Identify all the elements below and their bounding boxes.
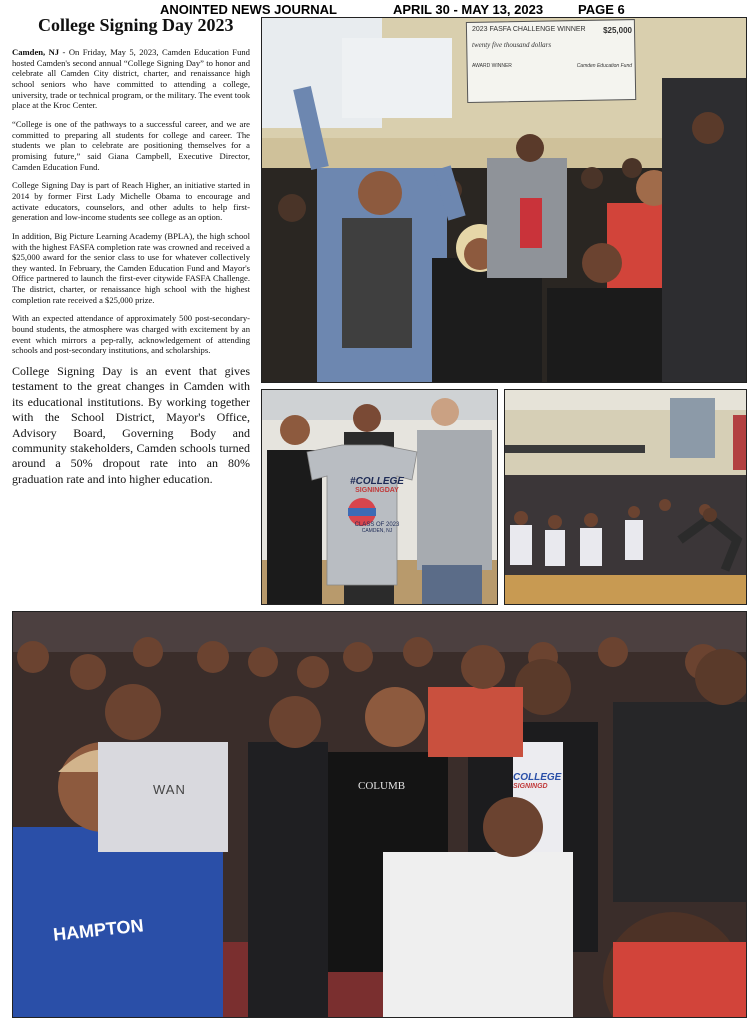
publication-name: ANOINTED NEWS JOURNAL [160,2,337,17]
article-closing-paragraph: College Signing Day is an event that gives testament to the great changes in Camden with its educational institutions. By working together with the School District, Mayor's Office, Advisory Board, Governing Body and community stakeholders, Camden schools turned around a 50% dropout rate into an 80% graduation rate and into higher education. [12,364,250,486]
tshirt-city: CAMDEN, NJ [361,528,393,534]
tshirt-hashtag: #COLLEGE [350,476,404,487]
article-headline: College Signing Day 2023 [38,15,234,35]
photo-gym-audience [504,389,747,605]
tshirt-class: CLASS OF 2023 [354,522,400,528]
issue-dates: APRIL 30 - MAY 13, 2023 [393,2,544,17]
shirt-college-line2: SIGNINGD [513,783,548,790]
cheque-words: twenty five thousand dollars [472,41,552,49]
article-paragraph-2: “College is one of the pathways to a successful career, and we are committed to preparing all students for college and career. The students we plan to celebrate are positioning themselves for a promising future,” said Giana Campbell, Executive Director, Camden Education Fund. [12,118,250,172]
photo-tshirt-presentation [261,389,498,605]
shirt-wan-text: WAN [153,782,186,797]
cheque-signature: Camden Education Fund [576,63,632,69]
article-body [12,47,250,495]
cheque-award-label: AWARD WINNER [472,63,512,69]
cheque-amount: $25,000 [603,26,632,35]
cheque-title: 2023 FASFA CHALLENGE WINNER [472,26,586,33]
tshirt-line2: SIGNINGDAY [355,487,399,494]
article-paragraph-5: With an expected attendance of approximately 500 post-secondary-bound students, the atmosphere was charged with excitement by an event which mirrors a pep-rally, acknowledgement of attending schools and post-secondary institutions, and scholarships. [12,313,250,356]
photo-cheque-celebration [261,17,747,383]
shirt-college-text [513,772,561,791]
article-paragraph-3: College Signing Day is part of Reach Higher, an initiative started in 2014 by former First Lady Michelle Obama to encourage and activate educators, counselors, and other adults to help first-generation and low-income students see college as an option. [12,180,250,223]
article-paragraph-1: Camden, NJ - On Friday, May 5, 2023, Camden Education Fund hosted Camden's second annual “College Signing Day” to honor and celebrate all Camden City district, charter, and renaissance high school seniors who have committed to attending a college, university, trade or technical program, or the military. The event took place at the Kroc Center. [12,47,250,111]
article-paragraph-4: In addition, Big Picture Learning Academy (BPLA), the high school with the highest FASFA completion rate was crowned and received a $25,000 award for the senior class to use for whatever collectively they wanted. In February, the Camden Education Fund and Mayor's Office partnered to launch the first-ever citywide FASFA Challenge. The district, charter, or renaissance high school with the highest completion rate received a $25,000 prize. [12,230,250,305]
dateline: Camden, NJ [12,47,60,57]
shirt-columbia-text: COLUMB [358,780,406,792]
shirt-hampton-text: HAMPTON [52,915,145,945]
page-number: PAGE 6 [578,2,625,17]
photo-crowd-celebration [12,611,747,1018]
shirt-college-line1: COLLEGE [513,772,562,783]
